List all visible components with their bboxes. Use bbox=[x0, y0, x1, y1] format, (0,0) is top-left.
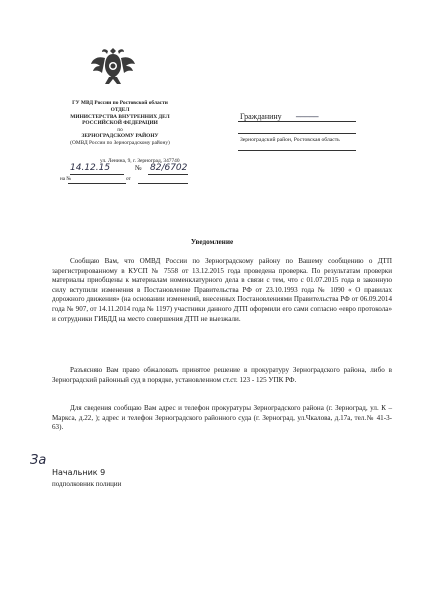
signature-handwritten-prefix: За bbox=[30, 453, 47, 468]
header-ministry: МИНИСТЕРСТВА ВНУТРЕННИХ ДЕЛ bbox=[70, 113, 170, 120]
number-line bbox=[148, 174, 188, 175]
header-district: ЗЕРНОГРАДСКОМУ РАЙОНУ bbox=[81, 133, 159, 139]
recipient-line-2 bbox=[238, 133, 356, 134]
header-address: ул. Ленина, 9, г. Зерноград, 347740 bbox=[100, 158, 180, 164]
from-label: от bbox=[126, 176, 131, 182]
document-title: Уведомление bbox=[190, 238, 234, 246]
header-short-name: (ОМВД России по Зерноградскому району) bbox=[70, 140, 170, 146]
header-department: ОТДЕЛ bbox=[110, 107, 130, 113]
from-line bbox=[138, 183, 188, 184]
recipient-line-3 bbox=[238, 150, 356, 151]
body-paragraph-2: Разъясняю Вам право обжаловать принятое решение в прокуратуру Зерноградского района, либо в Зерноградский районный суд в порядке, установленном ст.ст. 123 - 125 УПК РФ. bbox=[52, 366, 392, 384]
signature-title: Начальник 9 bbox=[52, 468, 106, 477]
number-prefix: № bbox=[135, 164, 142, 172]
double-headed-eagle-emblem-icon bbox=[90, 44, 136, 86]
header-parent-agency: ГУ МВД России по Ростовской области bbox=[72, 100, 168, 106]
signature-rank: подполковник полиции bbox=[52, 480, 122, 488]
recipient-label: Гражданину bbox=[240, 112, 282, 121]
date-line bbox=[70, 174, 124, 175]
recipient-name: _____ bbox=[296, 108, 319, 118]
recipient-line-1 bbox=[238, 121, 356, 122]
body-paragraph-3: Для сведения сообщаю Вам адрес и телефон прокуратуры Зерноградского района (г. Зерноград, ул. К – Маркса, д.22, ); адрес и телефон Зерноградского районного суда (г. Зерноград, ул.Чкалова, д.17а, тел.№ 41-3-63). bbox=[52, 404, 392, 432]
recipient-district: Зерноградский район, Ростовская область bbox=[240, 137, 340, 143]
registration-date: 14.12.15 bbox=[70, 163, 111, 173]
header-federation: РОССИЙСКОЙ ФЕДЕРАЦИИ bbox=[82, 120, 158, 126]
header-preposition: по bbox=[117, 126, 123, 133]
on-number-line bbox=[68, 183, 126, 184]
body-paragraph-1: Сообщаю Вам, что ОМВД России по Зерноградскому району по Вашему сообщению о ДТП зарегистрированному в КУСП № 7558 от 13.12.2015 года проведена проверка. По результатам проверки материалы приобщены к материалам номенклатурного дела в связи с тем, что с 01.07.2015 года в законную силу вступили изменения в Постановление Правительства РФ от 23.10.1993 года № 1090 « О правилах дорожного движения» (на основании изменений, внесенных Постановлениями Правительства РФ от 06.09.2014 года № 907, от 14.11.2014 года № 1197) участники данного ДТП оформили его сами согласно «евро протокола» и сотрудники ГИБДД на место совершения ДТП не выезжали. bbox=[52, 257, 392, 323]
on-number-label: на № bbox=[60, 176, 72, 182]
registration-number: 82/6702 bbox=[150, 163, 188, 173]
